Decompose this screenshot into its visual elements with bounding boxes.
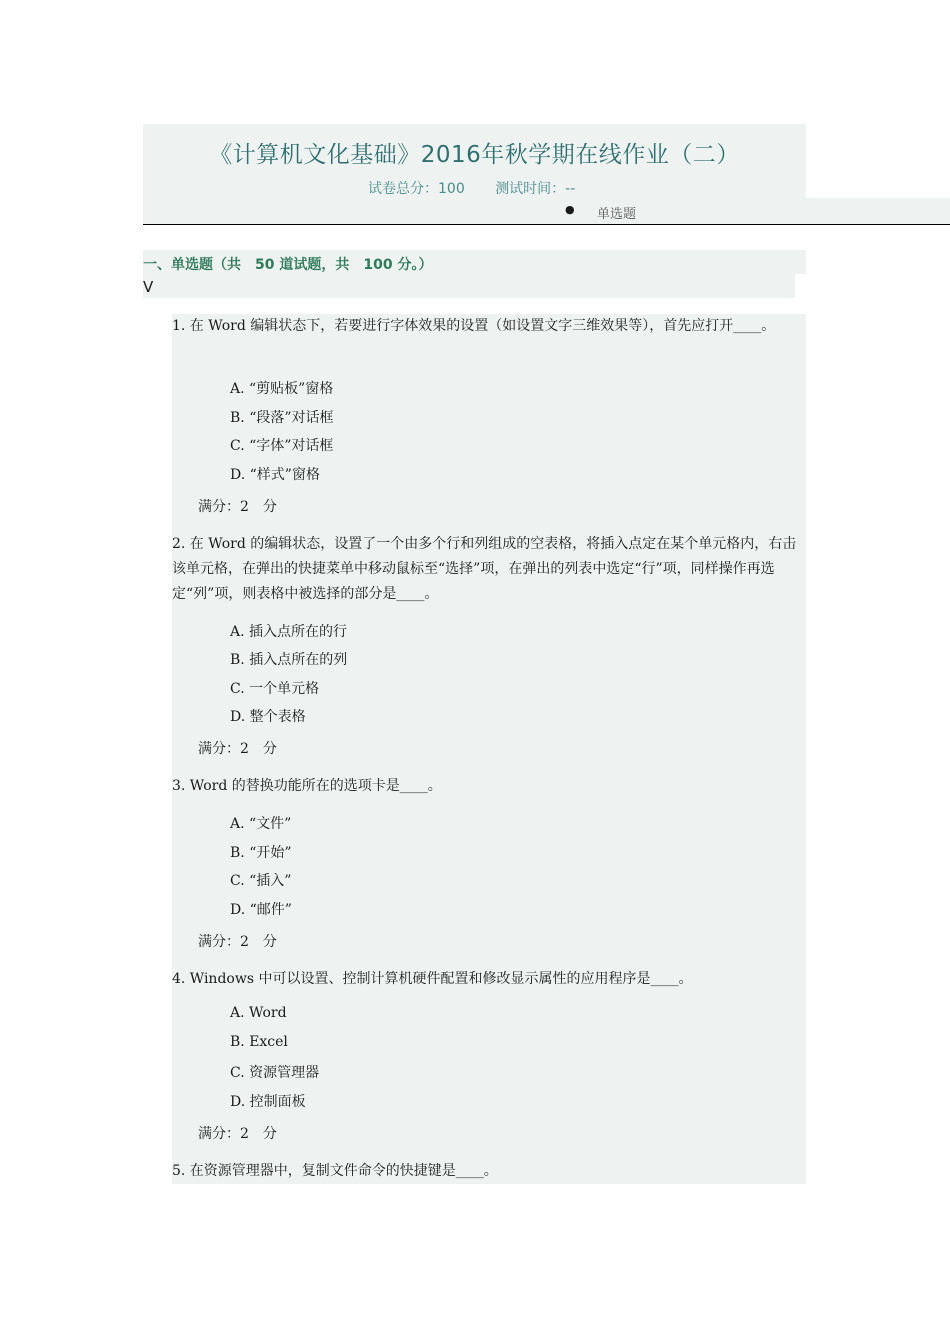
bullet-icon: ● — [565, 203, 575, 216]
question-3-option-c[interactable]: C. “插入” — [230, 873, 292, 889]
question-3-option-a[interactable]: A. “文件” — [230, 816, 292, 832]
question-2-option-c[interactable]: C. 一个单元格 — [230, 681, 320, 697]
test-meta — [368, 178, 601, 198]
header-divider — [143, 224, 950, 225]
question-3-text: 3. Word 的替换功能所在的选项卡是____。 — [172, 778, 442, 794]
question-4-text: 4. Windows 中可以设置、控制计算机硬件配置和修改显示属性的应用程序是____。 — [172, 971, 693, 987]
question-1-option-a[interactable]: A. “剪贴板”窗格 — [230, 381, 334, 397]
question-1-score: 满分：2 分 — [198, 499, 277, 515]
question-5-text: 5. 在资源管理器中，复制文件命令的快捷键是____。 — [172, 1163, 498, 1179]
question-1-option-d[interactable]: D. “样式”窗格 — [230, 467, 320, 483]
test-time: 测试时间：-- — [495, 181, 576, 197]
section-title: 一、单选题（共 50 道试题，共 100 分。） — [143, 257, 433, 273]
question-3-option-d[interactable]: D. “邮件” — [230, 902, 292, 918]
section-background-strip — [143, 274, 795, 298]
question-4-option-b[interactable]: B. Excel — [230, 1034, 288, 1050]
question-2-option-b[interactable]: B. 插入点所在的列 — [230, 652, 348, 668]
nav-item-single-choice[interactable]: 单选题 — [597, 207, 637, 222]
question-1-option-b[interactable]: B. “段落”对话框 — [230, 410, 334, 426]
question-2-text: 2. 在 Word 的编辑状态，设置了一个由多个行和列组成的空表格，将插入点定在某个单元格内，右击该单元格，在弹出的快捷菜单中移动鼠标至“选择”项，在弹出的列表中选定“行”项，同样操作再选定“列”项，则表格中被选择的部分是____。 — [172, 536, 797, 602]
total-score: 试卷总分：100 — [368, 181, 465, 197]
question-2-score: 满分：2 分 — [198, 741, 277, 757]
question-4-score: 满分：2 分 — [198, 1126, 277, 1142]
question-2-option-d[interactable]: D. 整个表格 — [230, 709, 306, 725]
question-1-option-c[interactable]: C. “字体”对话框 — [230, 438, 334, 454]
section-mark: V — [143, 278, 154, 296]
question-1-text: 1. 在 Word 编辑状态下，若要进行字体效果的设置（如设置文字三维效果等），首先应打开____。 — [172, 318, 776, 334]
question-4-option-d[interactable]: D. 控制面板 — [230, 1094, 306, 1110]
question-4-option-c[interactable]: C. 资源管理器 — [230, 1065, 320, 1081]
page-title: 《计算机文化基础》2016年秋学期在线作业（二） — [209, 142, 740, 168]
question-2-option-a[interactable]: A. 插入点所在的行 — [230, 624, 348, 640]
question-3-score: 满分：2 分 — [198, 934, 277, 950]
question-3-option-b[interactable]: B. “开始” — [230, 845, 292, 861]
question-4-option-a[interactable]: A. Word — [230, 1005, 287, 1021]
header-background-strip — [143, 198, 950, 224]
